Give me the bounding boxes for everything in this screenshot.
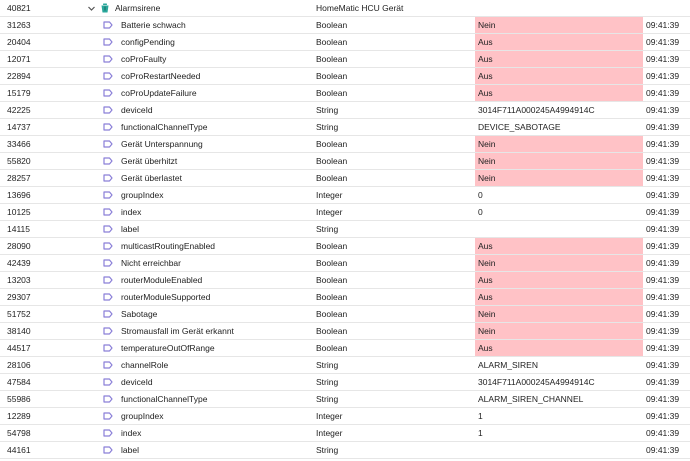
state-name-cell — [82, 289, 314, 305]
device-name-cell — [82, 0, 314, 16]
state-timestamp: 09:41:39 — [646, 139, 680, 149]
state-value[interactable]: Nein — [475, 306, 643, 322]
state-name: Sabotage — [121, 309, 158, 319]
device-id: 40821 — [7, 3, 31, 13]
state-name: groupIndex — [121, 190, 164, 200]
state-tag-icon — [103, 395, 113, 403]
state-timestamp: 09:41:39 — [646, 292, 680, 302]
device-row[interactable] — [0, 0, 690, 17]
state-type: String — [316, 377, 339, 387]
state-tag-icon — [103, 174, 113, 182]
state-row[interactable] — [0, 204, 690, 221]
state-tag-icon — [103, 208, 113, 216]
state-name: Gerät Unterspannung — [121, 139, 203, 149]
state-id: 29307 — [7, 292, 31, 302]
state-name: deviceId — [121, 105, 153, 115]
state-value[interactable]: DEVICE_SABOTAGE — [478, 122, 561, 132]
state-tag-icon — [103, 157, 113, 165]
state-name-cell — [82, 136, 314, 152]
state-type: Boolean — [316, 71, 348, 81]
state-row[interactable] — [0, 221, 690, 238]
state-value[interactable] — [475, 221, 643, 237]
state-id: 20404 — [7, 37, 31, 47]
state-row[interactable] — [0, 323, 690, 340]
state-name: Gerät überhitzt — [121, 156, 178, 166]
siren-device-icon — [100, 3, 110, 13]
state-tag-icon — [103, 429, 113, 437]
state-value[interactable]: ALARM_SIREN_CHANNEL — [478, 394, 584, 404]
state-value[interactable]: Aus — [475, 238, 643, 254]
state-id: 44161 — [7, 445, 31, 455]
state-name-cell — [82, 85, 314, 101]
state-name: deviceId — [121, 377, 153, 387]
state-row[interactable] — [0, 85, 690, 102]
state-value[interactable]: Aus — [475, 85, 643, 101]
state-name-cell — [82, 187, 314, 203]
state-type: Integer — [316, 190, 343, 200]
state-tag-icon — [103, 276, 113, 284]
device-type: HomeMatic HCU Gerät — [316, 3, 404, 13]
state-value[interactable]: Aus — [475, 289, 643, 305]
state-type: Boolean — [316, 37, 348, 47]
state-type: Boolean — [316, 241, 348, 251]
state-value[interactable]: Nein — [475, 255, 643, 271]
device-name: Alarmsirene — [115, 3, 161, 13]
state-type: String — [316, 122, 339, 132]
state-type: String — [316, 105, 339, 115]
state-timestamp: 09:41:39 — [646, 71, 680, 81]
state-id: 10125 — [7, 207, 31, 217]
state-name-cell — [82, 68, 314, 84]
state-value[interactable]: Nein — [475, 153, 643, 169]
state-type: String — [316, 224, 339, 234]
state-timestamp: 09:41:39 — [646, 122, 680, 132]
state-tag-icon — [103, 361, 113, 369]
state-name-cell — [82, 272, 314, 288]
state-name-cell — [82, 425, 314, 441]
state-name: coProUpdateFailure — [121, 88, 197, 98]
state-row[interactable] — [0, 119, 690, 136]
state-name: label — [121, 224, 139, 234]
state-name-cell — [82, 204, 314, 220]
state-name-cell — [82, 340, 314, 356]
state-timestamp: 09:41:39 — [646, 20, 680, 30]
state-timestamp: 09:41:39 — [646, 445, 680, 455]
state-name-cell — [82, 442, 314, 458]
state-value[interactable]: Nein — [475, 323, 643, 339]
state-tag-icon — [103, 72, 113, 80]
state-name: temperatureOutOfRange — [121, 343, 215, 353]
state-id: 38140 — [7, 326, 31, 336]
state-value[interactable]: 0 — [478, 207, 483, 217]
state-id: 42225 — [7, 105, 31, 115]
state-value[interactable]: 3014F711A000245A4994914C — [478, 377, 595, 387]
state-value[interactable]: Nein — [475, 136, 643, 152]
state-row[interactable] — [0, 255, 690, 272]
state-value[interactable] — [475, 442, 643, 458]
state-value[interactable]: Aus — [475, 68, 643, 84]
state-name-cell — [82, 306, 314, 322]
state-type: Boolean — [316, 258, 348, 268]
state-tag-icon — [103, 106, 113, 114]
state-timestamp: 09:41:39 — [646, 88, 680, 98]
state-tag-icon — [103, 259, 113, 267]
state-name: label — [121, 445, 139, 455]
state-type: Boolean — [316, 139, 348, 149]
state-name: functionalChannelType — [121, 122, 208, 132]
state-type: Boolean — [316, 275, 348, 285]
state-value[interactable]: Aus — [475, 51, 643, 67]
state-name-cell — [82, 51, 314, 67]
state-name: index — [121, 428, 142, 438]
state-name-cell — [82, 238, 314, 254]
state-row[interactable] — [0, 68, 690, 85]
state-tag-icon — [103, 327, 113, 335]
state-row[interactable] — [0, 17, 690, 34]
state-id: 28257 — [7, 173, 31, 183]
state-timestamp: 09:41:39 — [646, 224, 680, 234]
state-name: multicastRoutingEnabled — [121, 241, 216, 251]
state-type: Integer — [316, 428, 343, 438]
state-timestamp: 09:41:39 — [646, 428, 680, 438]
state-name-cell — [82, 102, 314, 118]
state-name: functionalChannelType — [121, 394, 208, 404]
state-tag-icon — [103, 21, 113, 29]
state-tag-icon — [103, 293, 113, 301]
state-tag-icon — [103, 55, 113, 63]
state-id: 12289 — [7, 411, 31, 421]
state-row[interactable] — [0, 289, 690, 306]
state-row[interactable] — [0, 34, 690, 51]
state-name-cell — [82, 323, 314, 339]
state-value[interactable]: Aus — [475, 340, 643, 356]
state-id: 22894 — [7, 71, 31, 81]
state-name: channelRole — [121, 360, 169, 370]
state-value[interactable]: Nein — [475, 17, 643, 33]
state-tag-icon — [103, 378, 113, 386]
state-id: 47584 — [7, 377, 31, 387]
state-type: String — [316, 360, 339, 370]
state-name-cell — [82, 170, 314, 186]
state-row[interactable] — [0, 425, 690, 442]
state-row[interactable] — [0, 238, 690, 255]
state-type: Integer — [316, 207, 343, 217]
state-name-cell — [82, 119, 314, 135]
state-timestamp: 09:41:39 — [646, 326, 680, 336]
state-type: Boolean — [316, 343, 348, 353]
state-tag-icon — [103, 38, 113, 46]
state-id: 14737 — [7, 122, 31, 132]
state-timestamp: 09:41:39 — [646, 343, 680, 353]
state-timestamp: 09:41:39 — [646, 377, 680, 387]
state-name-cell — [82, 221, 314, 237]
state-tag-icon — [103, 89, 113, 97]
state-id: 28106 — [7, 360, 31, 370]
state-row[interactable] — [0, 391, 690, 408]
state-name: coProRestartNeeded — [121, 71, 201, 81]
state-row[interactable] — [0, 357, 690, 374]
state-type: Boolean — [316, 20, 348, 30]
state-type: Boolean — [316, 309, 348, 319]
state-value[interactable]: 0 — [478, 190, 483, 200]
state-tag-icon — [103, 310, 113, 318]
state-id: 42439 — [7, 258, 31, 268]
state-timestamp: 09:41:39 — [646, 37, 680, 47]
state-value[interactable]: Nein — [475, 170, 643, 186]
state-name-cell — [82, 391, 314, 407]
state-id: 55820 — [7, 156, 31, 166]
state-timestamp: 09:41:39 — [646, 54, 680, 64]
state-timestamp: 09:41:39 — [646, 360, 680, 370]
state-id: 13696 — [7, 190, 31, 200]
state-row[interactable] — [0, 408, 690, 425]
state-tag-icon — [103, 242, 113, 250]
state-timestamp: 09:41:39 — [646, 258, 680, 268]
state-name-cell — [82, 34, 314, 50]
state-id: 31263 — [7, 20, 31, 30]
state-tag-icon — [103, 225, 113, 233]
state-name-cell — [82, 17, 314, 33]
state-id: 28090 — [7, 241, 31, 251]
state-name: index — [121, 207, 142, 217]
state-name: Gerät überlastet — [121, 173, 182, 183]
state-tag-icon — [103, 123, 113, 131]
state-row[interactable] — [0, 102, 690, 119]
state-name-cell — [82, 374, 314, 390]
state-row[interactable] — [0, 306, 690, 323]
state-timestamp: 09:41:39 — [646, 411, 680, 421]
state-type: Boolean — [316, 54, 348, 64]
state-id: 14115 — [7, 224, 31, 234]
state-tag-icon — [103, 140, 113, 148]
state-name-cell — [82, 357, 314, 373]
state-tag-icon — [103, 446, 113, 454]
chevron-down-icon[interactable] — [87, 4, 96, 13]
state-type: Boolean — [316, 326, 348, 336]
state-name-cell — [82, 255, 314, 271]
state-name: routerModuleEnabled — [121, 275, 203, 285]
state-tag-icon — [103, 344, 113, 352]
state-value[interactable]: Aus — [475, 34, 643, 50]
state-timestamp: 09:41:39 — [646, 207, 680, 217]
state-id: 44517 — [7, 343, 31, 353]
state-id: 13203 — [7, 275, 31, 285]
state-timestamp: 09:41:39 — [646, 275, 680, 285]
state-row[interactable] — [0, 442, 690, 459]
state-name-cell — [82, 153, 314, 169]
state-type: Integer — [316, 411, 343, 421]
state-timestamp: 09:41:39 — [646, 173, 680, 183]
state-name-cell — [82, 408, 314, 424]
state-tag-icon — [103, 412, 113, 420]
state-row[interactable] — [0, 136, 690, 153]
state-row[interactable] — [0, 272, 690, 289]
state-row[interactable] — [0, 153, 690, 170]
state-name: Stromausfall im Gerät erkannt — [121, 326, 234, 336]
state-type: Boolean — [316, 292, 348, 302]
state-id: 12071 — [7, 54, 31, 64]
state-name: routerModuleSupported — [121, 292, 211, 302]
state-type: Boolean — [316, 173, 348, 183]
state-value[interactable]: 1 — [478, 411, 483, 421]
state-value[interactable]: Aus — [475, 272, 643, 288]
state-name: Batterie schwach — [121, 20, 186, 30]
state-value[interactable]: ALARM_SIREN — [478, 360, 538, 370]
state-name: groupIndex — [121, 411, 164, 421]
state-type: String — [316, 445, 339, 455]
state-value[interactable]: 3014F711A000245A4994914C — [478, 105, 595, 115]
state-value[interactable]: 1 — [478, 428, 483, 438]
state-id: 15179 — [7, 88, 31, 98]
state-row[interactable] — [0, 170, 690, 187]
state-name: coProFaulty — [121, 54, 167, 64]
state-type: Boolean — [316, 88, 348, 98]
state-name: Nicht erreichbar — [121, 258, 181, 268]
state-type: String — [316, 394, 339, 404]
state-timestamp: 09:41:39 — [646, 241, 680, 251]
state-id: 55986 — [7, 394, 31, 404]
state-tag-icon — [103, 191, 113, 199]
state-type: Boolean — [316, 156, 348, 166]
state-row[interactable] — [0, 51, 690, 68]
state-timestamp: 09:41:39 — [646, 156, 680, 166]
state-row[interactable] — [0, 340, 690, 357]
state-row[interactable] — [0, 187, 690, 204]
state-timestamp: 09:41:39 — [646, 394, 680, 404]
state-row[interactable] — [0, 374, 690, 391]
state-timestamp: 09:41:39 — [646, 309, 680, 319]
state-id: 51752 — [7, 309, 31, 319]
state-timestamp: 09:41:39 — [646, 190, 680, 200]
state-name: configPending — [121, 37, 175, 47]
state-id: 33466 — [7, 139, 31, 149]
state-id: 54798 — [7, 428, 31, 438]
state-timestamp: 09:41:39 — [646, 105, 680, 115]
